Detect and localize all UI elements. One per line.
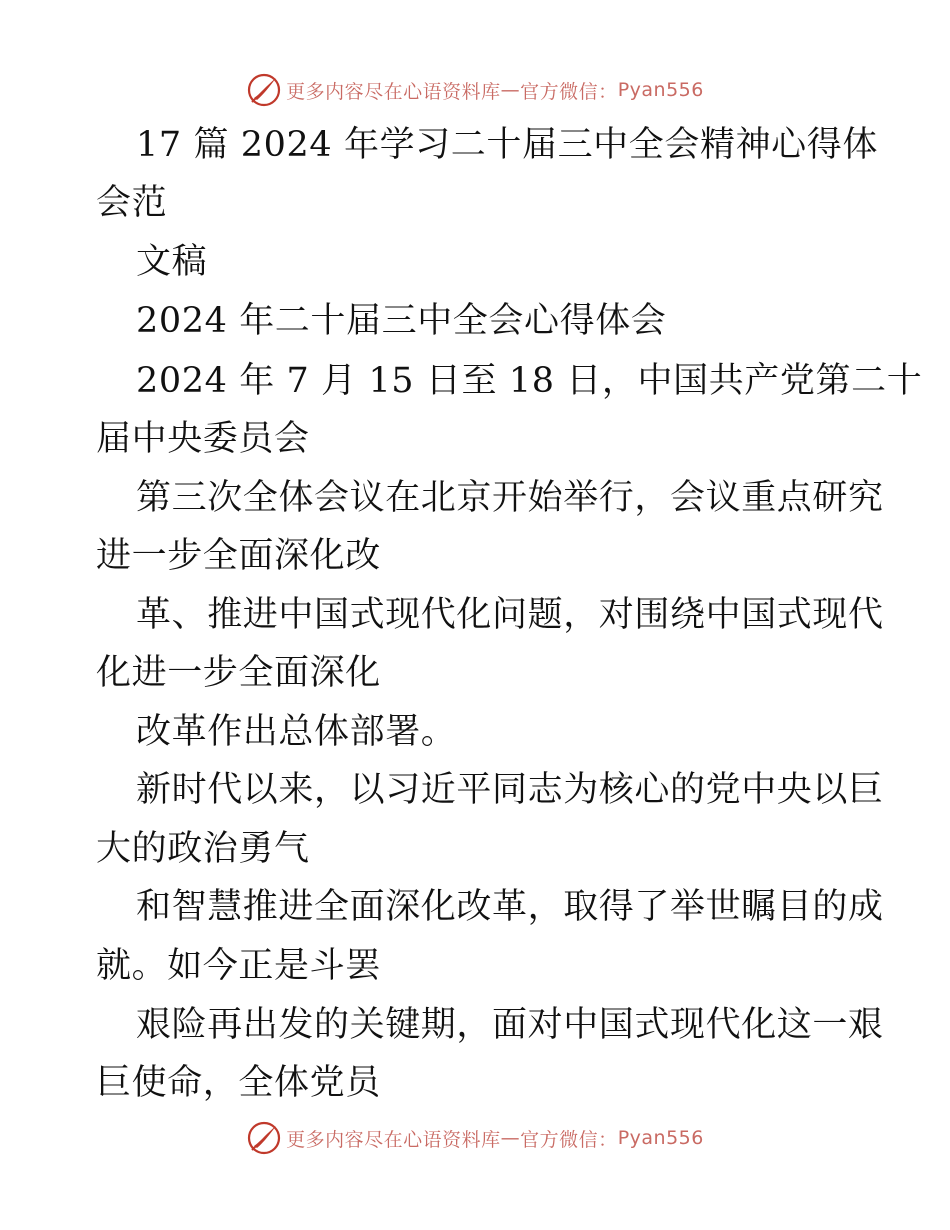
paragraph-line: 进一步全面深化改 xyxy=(96,536,381,576)
banner-main-text: 更多内容尽在心语资料库 xyxy=(286,80,501,103)
subtitle-line: 2024 年二十届三中全会心得体会 xyxy=(136,301,667,341)
paragraph-line: 新时代以来，以习近平同志为核心的党中央以巨 xyxy=(136,770,884,810)
paragraph-line: 改革作出总体部署。 xyxy=(136,712,457,752)
title-line-2: 会范 xyxy=(96,183,168,223)
header-banner xyxy=(0,70,950,110)
paragraph-line: 巨使命，全体党员 xyxy=(96,1063,381,1103)
quill-logo-icon xyxy=(246,1120,282,1156)
paragraph-line: 大的政治勇气 xyxy=(96,829,310,869)
paragraph-line: 化进一步全面深化 xyxy=(96,653,381,693)
title-line-1: 17 篇 2024 年学习二十届三中全会精神心得体 xyxy=(136,125,878,165)
quill-logo-icon xyxy=(246,72,282,108)
title-line-3: 文稿 xyxy=(136,242,208,282)
banner-dash: — xyxy=(500,1127,521,1149)
banner-wechat-label: 官方微信： xyxy=(520,1128,618,1151)
banner-wechat-label: 官方微信： xyxy=(520,80,618,103)
banner-wechat-id: Pyan556 xyxy=(617,1127,704,1149)
paragraph-line: 就。如今正是斗罢 xyxy=(96,946,381,986)
paragraph-line: 艰险再出发的关键期，面对中国式现代化这一艰 xyxy=(136,1005,884,1045)
banner-wechat-id: Pyan556 xyxy=(617,79,704,101)
footer-banner xyxy=(0,1118,950,1158)
paragraph-line: 第三次全体会议在北京开始举行，会议重点研究 xyxy=(136,478,884,518)
paragraph-line: 2024 年 7 月 15 日至 18 日，中国共产党第二十 xyxy=(136,361,923,401)
paragraph-line: 革、推进中国式现代化问题，对围绕中国式现代 xyxy=(136,595,884,635)
banner-dash: — xyxy=(500,79,521,101)
banner-main-text: 更多内容尽在心语资料库 xyxy=(286,1128,501,1151)
paragraph-line: 和智慧推进全面深化改革，取得了举世瞩目的成 xyxy=(136,887,884,927)
paragraph-line: 届中央委员会 xyxy=(96,419,310,459)
